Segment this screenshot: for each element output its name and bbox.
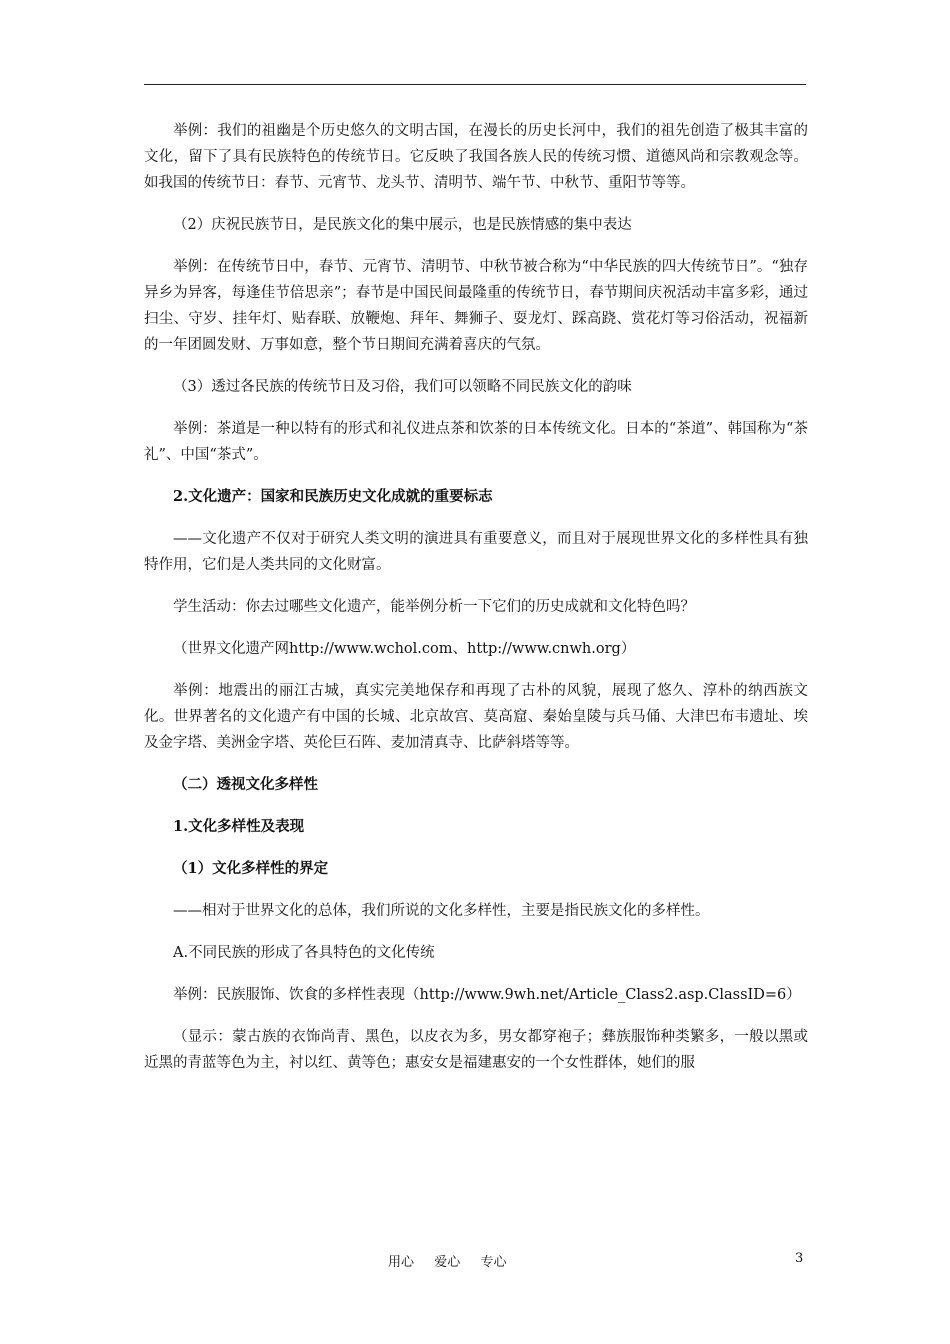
heading-cultural-heritage: 2.文化遗产：国家和民族历史文化成就的重要标志 (173, 488, 493, 505)
page-number: 3 (795, 1251, 804, 1266)
page-body (144, 118, 808, 1076)
paragraph-student-activity: 学生活动：你去过哪些文化遗产，能举例分析一下它们的历史成就和文化特色吗？ (173, 599, 695, 615)
paragraph-display-note: （显示：蒙古族的衣饰尚青、黑色，以皮衣为多，男女都穿袍子；彝族服饰种类繁多，一般以黑或近黑的青蓝等色为主，衬以红、黄等色；惠安女是福建惠安的一个女性群体，她们的服 (144, 1029, 808, 1071)
heading-diversity: 1.文化多样性及表现 (173, 818, 305, 835)
paragraph-tea-example: 举例：茶道是一种以特有的形式和礼仪进点茶和饮茶的日本传统文化。日本的“茶道”、韩国称为“茶礼”、中国“茶式”。 (144, 421, 808, 463)
paragraph-festival-example: 举例：我们的祖幽是个历史悠久的文明古国，在漫长的历史长河中，我们的祖先创造了极其丰富的文化，留下了具有民族特色的传统节日。它反映了我国各族人民的传统习惯、道德风尚和宗教观念等。如我国的传统节日：春节、元宵节、龙头节、清明节、端午节、中秋节、重阳节等等。 (144, 123, 808, 191)
paragraph-heritage-links: （世界文化遗产网http://www.wchol.com、http://www.cnwh.org） (173, 641, 636, 657)
heading-diversity-definition: （1）文化多样性的界定 (173, 860, 329, 877)
paragraph-four-festivals-example: 举例：在传统节日中，春节、元宵节、清明节、中秋节被合称为“中华民族的四大传统节日”。“独存异乡为异客，每逢佳节倍思亲”；春节是中国民间最隆重的传统节日，春节期间庆祝活动丰富多彩，通过扫尘、守岁、挂年灯、贴春联、放鞭炮、拜年、舞狮子、耍龙灯、踩高跷、赏花灯等习俗活动，祝福新的一年团圆发财、万事如意，整个节日期间充满着喜庆的气氛。 (144, 259, 808, 353)
header-rule (144, 84, 806, 85)
paragraph-diversity-definition: ——相对于世界文化的总体，我们所说的文化多样性，主要是指民族文化的多样性。 (173, 903, 710, 919)
paragraph-heritage-definition: ——文化遗产不仅对于研究人类文明的演进具有重要意义，而且对于展现世界文化的多样性具有独特作用，它们是人类共同的文化财富。 (144, 531, 808, 573)
paragraph-costume-example: 举例：民族服饰、饮食的多样性表现（http://www.9wh.net/Article_Class2.asp.ClassID=6） (173, 987, 801, 1003)
footer-slogan: 用心 爱心 专心 (388, 1255, 507, 1270)
paragraph-lijiang-example: 举例：地震出的丽江古城，真实完美地保存和再现了古朴的风貌，展现了悠久、淳朴的纳西族文化。世界著名的文化遗产有中国的长城、北京故宫、莫高窟、秦始皇陵与兵马俑、大津巴布韦遗址、埃及金字塔、美洲金字塔、英伦巨石阵、麦加清真寺、比萨斜塔等等。 (144, 683, 808, 751)
heading-section-2: （二）透视文化多样性 (173, 776, 318, 793)
paragraph-point-a: A.不同民族的形成了各具特色的文化传统 (173, 945, 435, 961)
paragraph-point-2: （2）庆祝民族节日，是民族文化的集中展示，也是民族情感的集中表达 (173, 217, 632, 233)
paragraph-point-3: （3）透过各民族的传统节日及习俗，我们可以领略不同民族文化的韵味 (173, 379, 632, 395)
